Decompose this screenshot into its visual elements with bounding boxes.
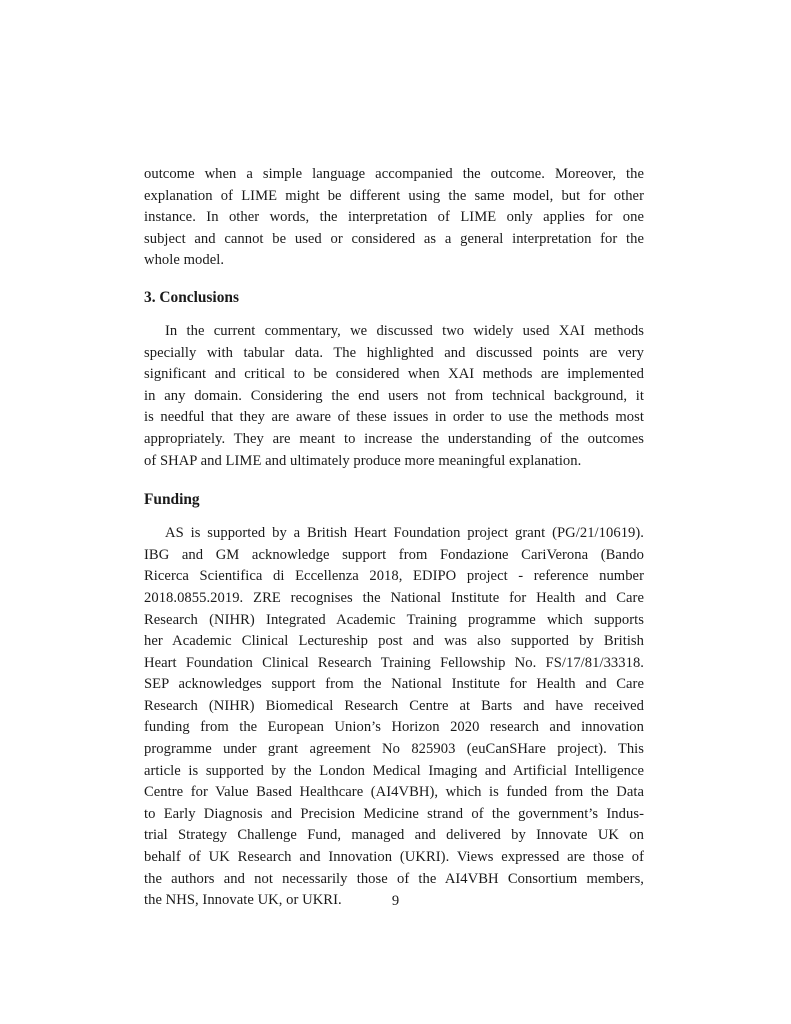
paragraph-line: IBG and GM acknowledge support from Fondazione CariVerona (Bando bbox=[144, 546, 644, 563]
funding-heading: Funding bbox=[144, 491, 200, 509]
paragraph-line: Research (NIHR) Biomedical Research Centre at Barts and have received bbox=[144, 697, 644, 714]
paragraph-line: outcome when a simple language accompanied the outcome. Moreover, the bbox=[144, 166, 644, 182]
paragraph-line: trial Strategy Challenge Fund, managed and delivered by Innovate UK on bbox=[144, 827, 644, 844]
paragraph-line: AS is supported by a British Heart Foundation project grant (PG/21/10619). bbox=[165, 525, 644, 542]
paragraph-line: funding from the European Union’s Horizon 2020 research and innovation bbox=[144, 719, 644, 736]
paragraph-line: the authors and not necessarily those of the AI4VBH Consortium members, bbox=[144, 870, 644, 887]
paragraph-line: Centre for Value Based Healthcare (AI4VBH), which is funded from the Data bbox=[144, 784, 644, 801]
paragraph-line: in any domain. Considering the end users not from technical background, it bbox=[144, 387, 644, 404]
paragraph-line: subject and cannot be used or considered as a general interpretation for the bbox=[144, 230, 644, 247]
funding-paragraph bbox=[144, 523, 644, 912]
conclusions-paragraph bbox=[144, 321, 644, 472]
paragraph-line: specially with tabular data. The highlighted and discussed points are very bbox=[144, 344, 644, 361]
paragraph-line: appropriately. They are meant to increase the understanding of the outcomes bbox=[144, 430, 644, 447]
paragraph-line: of SHAP and LIME and ultimately produce more meaningful explanation. bbox=[144, 452, 582, 469]
paragraph-line: programme under grant agreement No 825903 (euCanSHare project). This bbox=[144, 741, 644, 758]
paragraph-line: her Academic Clinical Lectureship post and was also supported by British bbox=[144, 633, 644, 650]
page-body bbox=[144, 164, 644, 912]
paragraph-line: Heart Foundation Clinical Research Training Fellowship No. FS/17/81/33318. bbox=[144, 654, 644, 671]
paragraph-line: significant and critical to be considered when XAI methods are implemented bbox=[144, 366, 644, 383]
paragraph-line: to Early Diagnosis and Precision Medicine strand of the government’s Indus- bbox=[144, 805, 644, 822]
paragraph-line: instance. In other words, the interpretation of LIME only applies for one bbox=[144, 209, 644, 226]
page-number: 9 bbox=[391, 893, 400, 909]
paragraph-line: explanation of LIME might be different using the same model, but for other bbox=[144, 187, 644, 204]
paragraph-line: the NHS, Innovate UK, or UKRI. bbox=[144, 892, 342, 909]
paragraph-line: Research (NIHR) Integrated Academic Training programme which supports bbox=[144, 611, 644, 628]
paragraph-line: whole model. bbox=[144, 252, 225, 269]
paragraph-line: Ricerca Scientifica di Eccellenza 2018, EDIPO project - reference number bbox=[144, 568, 644, 585]
conclusions-heading: 3. Conclusions bbox=[144, 288, 239, 306]
paragraph-line: 2018.0855.2019. ZRE recognises the National Institute for Health and Care bbox=[144, 589, 644, 606]
paragraph-line: SEP acknowledges support from the National Institute for Health and Care bbox=[144, 676, 644, 693]
paragraph-line: behalf of UK Research and Innovation (UKRI). Views expressed are those of bbox=[144, 849, 644, 866]
paragraph-line: In the current commentary, we discussed two widely used XAI methods bbox=[165, 322, 644, 339]
continuation-paragraph bbox=[144, 164, 644, 272]
paragraph-line: is needful that they are aware of these issues in order to use the methods most bbox=[144, 409, 644, 426]
paragraph-line: article is supported by the London Medical Imaging and Artificial Intelligence bbox=[144, 762, 644, 779]
